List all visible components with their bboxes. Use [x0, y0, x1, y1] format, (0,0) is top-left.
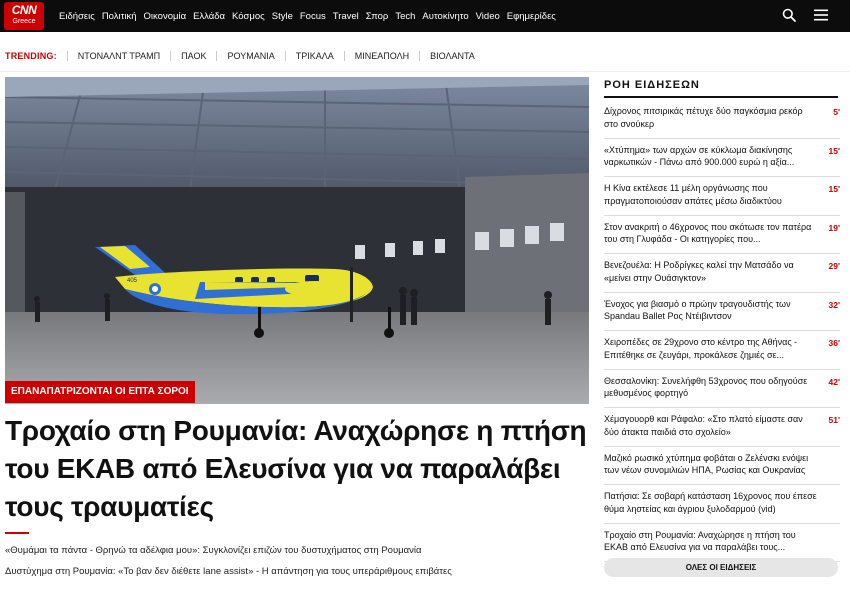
top-navigation-bar: [0, 0, 850, 32]
nav-item-focus[interactable]: Focus: [299, 10, 326, 22]
news-feed-time: 29': [828, 261, 840, 271]
news-feed-item[interactable]: [604, 216, 840, 255]
nav-item-economy[interactable]: Οικονομία: [143, 10, 187, 22]
news-feed-text: Η Κίνα εκτέλεσε 11 μέλη οργάνωσης που πραγματοποιούσαν απάτες μέσω διαδικτύου: [604, 183, 782, 206]
search-icon[interactable]: [782, 8, 796, 22]
main-headline[interactable]: Τροχαίο στη Ρουμανία: Αναχώρησε η πτήση του ΕΚΑΒ από Ελευσίνα για να παραλάβει τους τραυματίες: [5, 415, 587, 522]
trending-item[interactable]: ΤΡΙΚΑΛΑ: [285, 51, 344, 61]
news-feed-time: 5': [833, 107, 840, 117]
news-feed-item[interactable]: [604, 408, 840, 447]
news-feed-item[interactable]: [604, 447, 840, 486]
news-feed-list: [604, 100, 840, 562]
news-feed-time: 32': [828, 299, 840, 310]
news-feed-time: 15': [828, 184, 840, 194]
news-feed-title: ΡΟΗ ΕΙΔΗΣΕΩΝ: [604, 79, 700, 91]
nav-item-newspapers[interactable]: Εφημερίδες: [506, 10, 556, 22]
news-feed-text: Πατήσια: Σε σοβαρή κατάσταση 16χρονος που έπεσε θύμα ληστείας και άγριου ξυλοδαρμού (vid): [604, 491, 817, 514]
nav-item-sports[interactable]: Σπορ: [365, 10, 389, 22]
nav-item-tech[interactable]: Tech: [395, 10, 416, 22]
trending-bar: [5, 48, 485, 64]
news-feed-text: Ένοχος για βιασμό ο πρώην τραγουδιστής των Spandau Ballet Ρος Ντέιβιντσον: [604, 298, 791, 321]
cnn-greece-logo[interactable]: [4, 2, 44, 30]
trending-item[interactable]: ΠΑΟΚ: [170, 51, 216, 61]
logo-subtext: Greece: [12, 18, 36, 25]
news-feed-item[interactable]: [604, 100, 840, 139]
all-news-button[interactable]: ΟΛΕΣ ΟΙ ΕΙΔΗΣΕΙΣ: [604, 558, 838, 577]
trending-label: TRENDING:: [5, 51, 57, 61]
nav-item-news[interactable]: Ειδήσεις: [59, 10, 95, 22]
news-feed-rule: [604, 96, 838, 98]
nav-item-video[interactable]: Video: [475, 10, 500, 22]
news-feed-text: Μαζικό ρωσικό χτύπημα φοβάται ο Ζελένσκι ενόψει των νέων συνομιλιών ΗΠΑ, Ρωσίας και Ουκρανίας: [604, 452, 809, 475]
header-divider: [0, 71, 850, 72]
hero-category-tag[interactable]: ΕΠΑΝΑΠΑΤΡΙΖΟΝΤΑΙ ΟΙ ΕΠΤΑ ΣΟΡΟΙ: [5, 381, 195, 403]
news-feed-time: 36': [828, 338, 840, 348]
news-feed-text: Δίχρονος πιτσιρικάς πέτυχε δύο παγκόσμια ρεκόρ στο σνούκερ: [604, 106, 803, 129]
related-link[interactable]: Δυστύχημα στη Ρουμανία: «Το βαν δεν διέθετε lane assist» - Η απάντηση για τους υπεράριθμους επιβάτες: [5, 566, 452, 577]
news-feed-text: Χέμσγουορθ και Ράφαλο: «Στο πλατό είμαστε σαν δύο άτακτα παιδιά στο σχολείο»: [604, 414, 803, 437]
hero-image[interactable]: [5, 77, 589, 404]
news-feed-item[interactable]: [604, 485, 840, 524]
hamburger-menu-icon[interactable]: [814, 9, 828, 21]
news-feed-item[interactable]: [604, 177, 840, 216]
logo-text: CNN: [11, 3, 37, 17]
news-feed-text: Θεσσαλονίκη: Συνελήφθη 53χρονος που οδηγούσε μεθυσμένος φορτηγό: [604, 375, 808, 398]
news-feed-item[interactable]: [604, 254, 840, 293]
related-link[interactable]: «Θυμάμαι τα πάντα - Θρηνώ τα αδέλφια μου»: Συγκλονίζει επιζών του δυστυχήματος στη Ρουμανία: [5, 545, 422, 556]
news-feed-item[interactable]: [604, 370, 840, 409]
trending-item[interactable]: ΝΤΟΝΑΛΝΤ ΤΡΑΜΠ: [67, 51, 170, 61]
news-feed-text: «Χτύπημα» των αρχών σε κύκλωμα διακίνησης ναρκωτικών - Πάνω από 900.000 ευρώ η αξία...: [604, 144, 795, 167]
news-feed-text: Χειροπέδες σε 29χρονο στο κέντρο της Αθήνας - Επιτέθηκε σε ζευγάρι, προκάλεσε ζημιές σε...: [604, 337, 798, 360]
nav-item-politics[interactable]: Πολιτική: [101, 10, 137, 22]
trending-item[interactable]: ΒΙΟΛΑΝΤΑ: [419, 51, 485, 61]
nav-item-style[interactable]: Style: [271, 10, 293, 22]
news-feed-time: 42': [828, 376, 840, 387]
news-feed-item[interactable]: [604, 139, 840, 178]
news-feed-time: 19': [828, 222, 840, 233]
news-feed-item[interactable]: [604, 331, 840, 370]
news-feed-text: Τροχαίο στη Ρουμανία: Αναχώρησε η πτήση του ΕΚΑΒ από Ελευσίνα για να παραλάβει τους...: [604, 529, 796, 552]
trending-item[interactable]: ΡΟΥΜΑΝΙΑ: [216, 51, 284, 61]
news-feed-time: 15': [828, 145, 840, 156]
aircraft-registration: 405: [127, 278, 138, 284]
nav-item-auto[interactable]: Αυτοκίνητο: [422, 10, 469, 22]
nav-item-travel[interactable]: Travel: [332, 10, 359, 22]
headline-accent-line: [5, 532, 29, 534]
news-feed-text: Βενεζουέλα: Η Ροδρίγκες καλεί την Ματσάδο να «μείνει στην Ουάσιγκτον»: [604, 260, 794, 283]
main-nav: [59, 0, 563, 32]
news-feed-time: 51': [828, 415, 840, 425]
nav-item-greece[interactable]: Ελλάδα: [193, 10, 226, 22]
news-feed-item[interactable]: [604, 524, 840, 563]
header-actions: [782, 8, 828, 22]
nav-item-world[interactable]: Κόσμος: [232, 10, 265, 22]
news-feed-item[interactable]: [604, 293, 840, 332]
news-feed-text: Στον ανακριτή ο 46χρονος που σκότωσε τον πατέρα του στη Γλυφάδα - Οι κατηγορίες που...: [604, 221, 812, 244]
trending-item[interactable]: ΜΙΝΕΑΠΟΛΗ: [344, 51, 419, 61]
